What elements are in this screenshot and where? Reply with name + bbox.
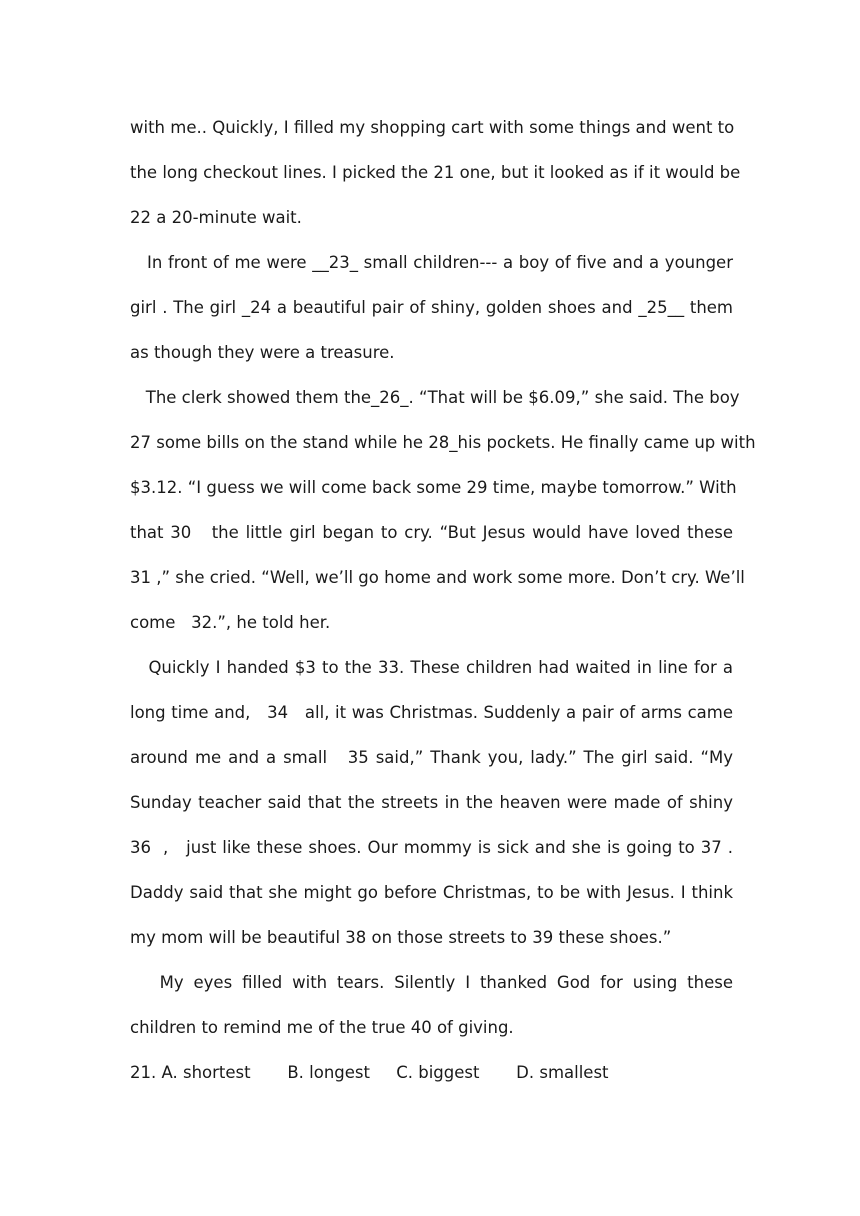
passage-line: girl . The girl _24 a beautiful pair of shiny, golden shoes and _25__ them <box>130 298 733 317</box>
passage-line: 31 ,” she cried. “Well, we’ll go home and work some more. Don’t cry. We’ll <box>130 568 745 587</box>
passage-line: long time and, 34 all, it was Christmas. Suddenly a pair of arms came <box>130 703 733 722</box>
passage-line: $3.12. “I guess we will come back some 29 time, maybe tomorrow.” With <box>130 478 737 497</box>
option-c: C. biggest <box>396 1063 480 1082</box>
passage-line: My eyes filled with tears. Silently I thanked God for using these <box>130 973 733 992</box>
passage-line: Quickly I handed $3 to the 33. These children had waited in line for a <box>130 658 733 677</box>
passage-line: the long checkout lines. I picked the 21 one, but it looked as if it would be <box>130 163 741 182</box>
option-a: A. shortest <box>161 1063 251 1082</box>
passage-line: children to remind me of the true 40 of giving. <box>130 1018 514 1037</box>
passage-line: come 32.”, he told her. <box>130 613 331 632</box>
passage-line: 27 some bills on the stand while he 28_his pockets. He finally came up with <box>130 433 756 452</box>
passage-line: my mom will be beautiful 38 on those streets to 39 these shoes.” <box>130 928 672 947</box>
passage-line: Daddy said that she might go before Christmas, to be with Jesus. I think <box>130 883 733 902</box>
option-b: B. longest <box>287 1063 370 1082</box>
passage-line: 36 , just like these shoes. Our mommy is sick and she is going to 37 . <box>130 838 733 857</box>
passage-line: as though they were a treasure. <box>130 343 395 362</box>
document-page <box>130 105 756 1095</box>
passage-line: In front of me were __23_ small children--- a boy of five and a younger <box>130 253 733 272</box>
passage-line: that 30 the little girl began to cry. “But Jesus would have loved these <box>130 523 733 542</box>
question-21-options <box>130 1050 733 1095</box>
passage-line: 22 a 20-minute wait. <box>130 208 302 227</box>
passage-line: around me and a small 35 said,” Thank you, lady.” The girl said. “My <box>130 748 733 767</box>
question-number: 21. <box>130 1063 157 1082</box>
passage-line: with me.. Quickly, I filled my shopping cart with some things and went to <box>130 118 735 137</box>
passage-line: The clerk showed them the_26_. “That will be $6.09,” she said. The boy <box>130 388 740 407</box>
passage-line: Sunday teacher said that the streets in the heaven were made of shiny <box>130 793 733 812</box>
option-d: D. smallest <box>516 1063 609 1082</box>
